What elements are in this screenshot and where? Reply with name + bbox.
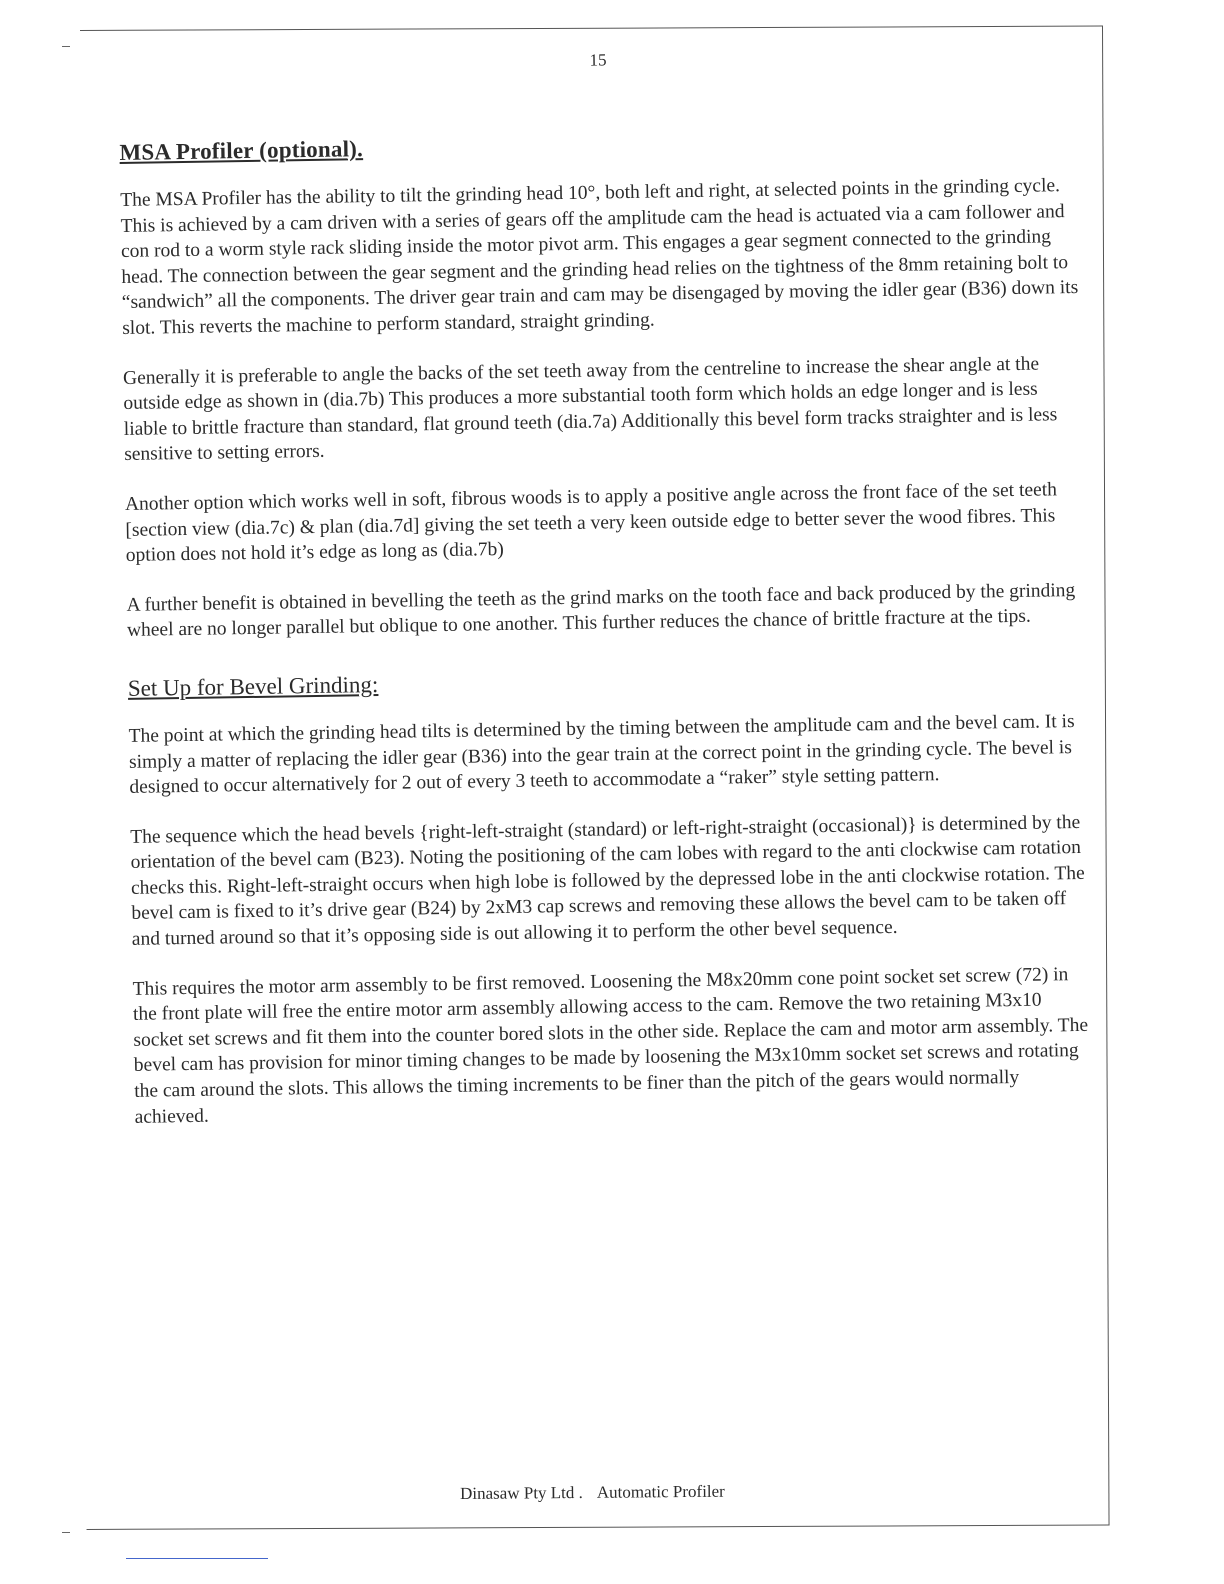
scan-mark-bottom bbox=[62, 1532, 70, 1533]
page-footer bbox=[460, 1482, 725, 1504]
paragraph-positive-angle: Another option which works well in soft, fibrous woods is to apply a positive angle across the front face of the set teeth [section view (dia.7c) & plan (dia.7d] giving the set teeth a very keen outside edge to better sever the wood fibres. This option does not hold it’s edge as long as (dia.7b) bbox=[124, 479, 1058, 567]
paragraph-sequence: The sequence which the head bevels {right-left-straight (standard) or left-right-straight (occasional)} is determined by the orientation of the bevel cam (B23). Noting the positioning of the cam lobes with regard to the anti clockwise cam rotation checks this. Right-left-straight occurs when high lobe is followed by the depressed lobe in the anti clockwise rotation. The bevel cam is fixed to it’s drive gear (B24) by 2xM3 cap screws and removing these allows the bevel cam to be taken off and turned around so that it’s opposing side is out allowing it to perform the other bevel sequence. bbox=[130, 811, 1085, 950]
paragraph-further-benefit: A further benefit is obtained in bevelling the teeth as the grind marks on the tooth face and back produced by the grinding wheel are no longer parallel but oblique to one another. This further reduces the chance of brittle fracture at the tips. bbox=[126, 579, 1076, 642]
footer-product: Automatic Profiler bbox=[596, 1481, 725, 1502]
paragraph-bevel-preference: Generally it is preferable to angle the backs of the set teeth away from the centreline to increase the shear angle at the outside edge as shown in (dia.7b) This produces a more substantial tooth form which holds an edge longer and is less liable to brittle fracture than standard, flat ground teeth (dia.7a) Additionally this bevel form tracks straighter and is less sensitive to setting errors. bbox=[122, 353, 1058, 466]
paragraph-motor-arm: This requires the motor arm assembly to be first removed. Loosening the M8x20mm cone point socket set screw (72) in the front plate will free the entire motor arm assembly allowing access to the cam. Remove the two retaining M3x10 socket set screws and fit them into the counter bored slots in the other side. Replace the cam and motor arm assembly. The bevel cam has provision for minor timing changes to be made by loosening the M3x10mm socket set screws and rotating the cam around the slots. This allows the timing increments to be finer than the pitch of the gears would normally achieved. bbox=[132, 963, 1089, 1128]
page-content bbox=[118, 43, 1095, 1130]
section-title: MSA Profiler (optional). bbox=[119, 136, 364, 165]
paragraph-timing: The point at which the grinding head tilts is determined by the timing between the amplitude cam and the bevel cam. It is simply a matter of replacing the idler gear (B36) into the gear train at the correct point in the grinding cycle. The bevel is designed to occur alternatively for 2 out of every 3 teeth to accommodate a “raker” style setting pattern. bbox=[128, 710, 1075, 799]
paragraph-mechanism: This is achieved by a cam driven with a series of gears off the amplitude cam the head is actuated via a cam follower and con rod to a worm style rack sliding inside the motor pivot arm. This engages a gear segment connected to the grinding head. The connection between the gear segment and the grinding head relies on the tightness of the 8mm retaining bolt to “sandwich” all the components. The driver gear train and cam may be disengaged by moving the idler gear (B36) down its slot. This reverts the machine to perform standard, straight grinding. bbox=[120, 200, 1079, 339]
paragraph-intro: The MSA Profiler has the ability to tilt the grinding head 10°, both left and right, at selected points in the grinding cycle. bbox=[120, 175, 1061, 211]
subheading-setup: Set Up for Bevel Grinding: bbox=[127, 671, 379, 701]
footer-company: Dinasaw Pty Ltd . bbox=[460, 1482, 583, 1503]
page-number: 15 bbox=[589, 50, 607, 70]
scan-edge-line bbox=[126, 1558, 268, 1559]
scan-mark-top bbox=[62, 46, 70, 47]
